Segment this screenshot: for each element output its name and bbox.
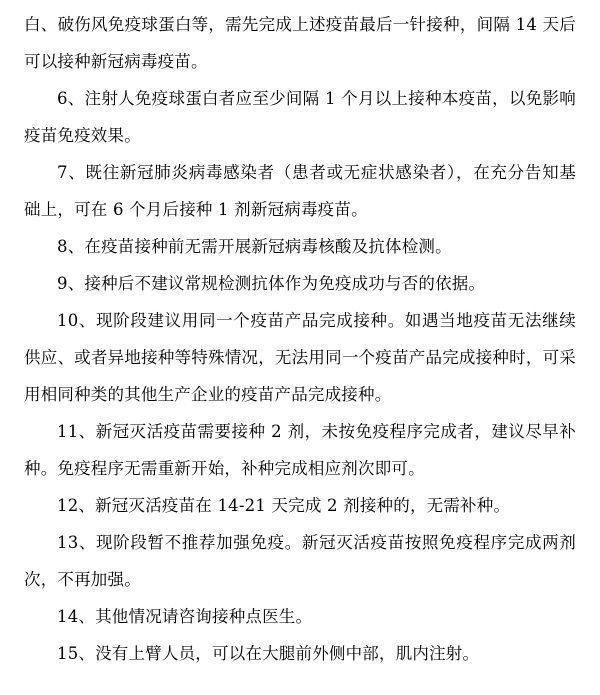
paragraph-item-15: 15、没有上臂人员，可以在大腿前外侧中部，肌内注射。	[57, 644, 480, 663]
paragraph-item-11: 11、新冠灭活疫苗需要接种 2 剂，未按免疫程序完成者，建议尽早补种。免疫程序无需重新开始，补种完成相应剂次即可。	[24, 422, 576, 478]
paragraph-continuation-line: 白、破伤风免疫球蛋白等，需先完成上述疫苗最后一针接种，间隔 14 天后可以接种新冠病毒疫苗。	[24, 15, 576, 71]
paragraph-item-6: 6、注射人免疫球蛋白者应至少间隔 1 个月以上接种本疫苗，以免影响疫苗免疫效果。	[24, 89, 576, 145]
paragraph-item-13: 13、现阶段暂不推荐加强免疫。新冠灭活疫苗按照免疫程序完成两剂次，不再加强。	[24, 533, 576, 589]
paragraph-item-14: 14、其他情况请咨询接种点医生。	[57, 607, 313, 626]
paragraph-item-9: 9、接种后不建议常规检测抗体作为免疫成功与否的依据。	[57, 274, 486, 293]
paragraph-item-12: 12、新冠灭活疫苗在 14-21 天完成 2 剂接种的，无需补种。	[57, 496, 511, 515]
paragraph-item-10: 10、现阶段建议用同一个疫苗产品完成接种。如遇当地疫苗无法继续供应、或者异地接种等特殊情况，无法用同一个疫苗产品完成接种时，可采用相同种类的其他生产企业的疫苗产品完成接种。	[24, 311, 576, 404]
paragraph-item-8: 8、在疫苗接种前无需开展新冠病毒核酸及抗体检测。	[57, 237, 452, 256]
paragraph-item-7: 7、既往新冠肺炎病毒感染者（患者或无症状感染者），在充分告知基础上，可在 6 个月后接种 1 剂新冠病毒疫苗。	[24, 163, 576, 219]
